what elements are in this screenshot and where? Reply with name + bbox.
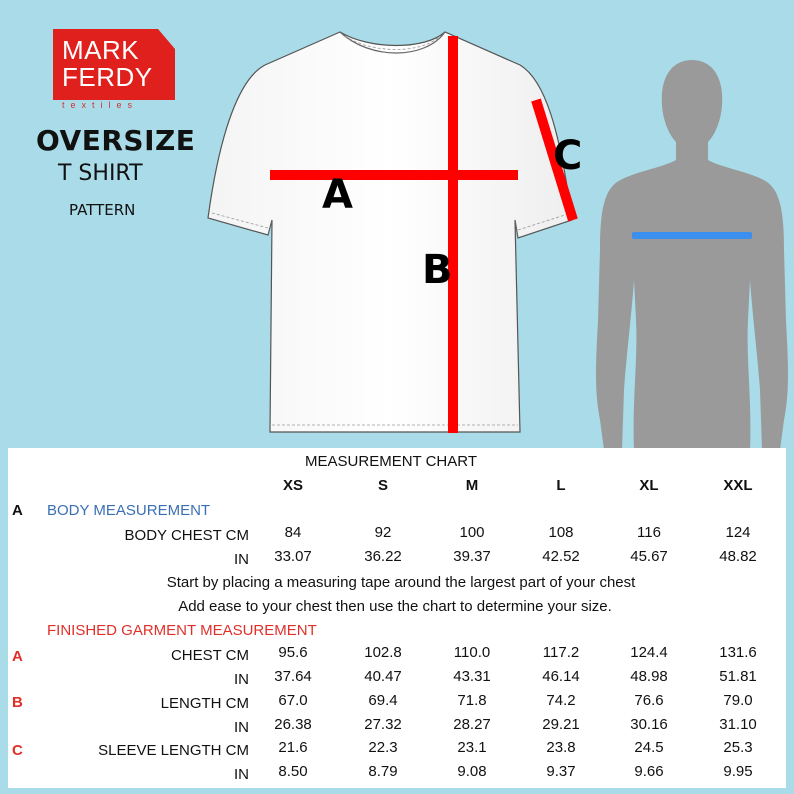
cell: 92 [374,524,392,541]
length-marker-b [448,36,458,433]
body-chest-label: BODY CHEST CM [124,527,249,544]
garment-sleeve-label: SLEEVE LENGTH CM [98,742,249,759]
cell: 21.6 [278,739,308,756]
garment-chest-label: CHEST CM [170,647,249,664]
cell: 31.10 [719,716,757,733]
cell: 48.98 [630,668,668,685]
cell: 33.07 [274,548,312,565]
cell: 9.66 [634,763,664,780]
cell: 9.95 [723,763,753,780]
body-heading: BODY MEASUREMENT [47,502,211,519]
cell: 9.08 [457,763,487,780]
size-header-s: S [377,477,389,494]
body-in-label: IN [234,551,249,568]
garment-chest-in-label: IN [234,671,249,688]
chart-title: MEASUREMENT CHART [305,453,477,470]
cell: 46.14 [542,668,580,685]
cell: 48.82 [719,548,757,565]
cell: 39.37 [453,548,491,565]
measurement-chart [8,448,786,788]
cell: 43.31 [453,668,491,685]
cell: 27.32 [364,716,402,733]
brand-subtitle: textiles [62,100,139,110]
cell: 24.5 [634,739,664,756]
label-c: C [553,133,583,179]
cell: 45.67 [630,548,668,565]
cell: 23.8 [546,739,576,756]
cell: 8.79 [368,763,398,780]
cell: 51.81 [719,668,757,685]
cell: 124.4 [630,644,668,661]
garment-letter-c: C [12,742,23,759]
size-header-xl: XL [639,477,659,494]
garment-heading: FINISHED GARMENT MEASUREMENT [47,622,317,639]
cell: 23.1 [457,739,487,756]
cell: 29.21 [542,716,580,733]
cell: 95.6 [278,644,308,661]
instruction-2: Add ease to your chest then use the chart to determine your size. [178,598,612,615]
cell: 131.6 [719,644,757,661]
garment-letter-b: B [12,694,23,711]
size-header-xs: XS [282,477,304,494]
cell: 110.0 [453,644,491,661]
cell: 100 [459,524,485,541]
cell: 37.64 [274,668,312,685]
brand-logo [62,37,153,91]
cell: 36.22 [364,548,402,565]
human-silhouette [592,60,792,450]
size-header-l: L [556,477,566,494]
brand-line2: FERDY [62,62,153,92]
garment-length-in-label: IN [234,719,249,736]
cell: 26.38 [274,716,312,733]
cell: 42.52 [542,548,580,565]
cell: 79.0 [723,692,753,709]
cell: 108 [548,524,574,541]
cell: 8.50 [278,763,308,780]
cell: 74.2 [546,692,576,709]
garment-sleeve-in-label: IN [234,766,249,783]
product-subtitle: T SHIRT [58,161,143,186]
brand-line1: MARK [62,35,140,65]
cell: 71.8 [457,692,487,709]
cell: 76.6 [634,692,664,709]
cell: 102.8 [364,644,402,661]
size-header-xxl: XXL [723,477,753,494]
cell: 116 [637,524,661,541]
chest-marker-a [270,170,518,180]
size-header-m: M [465,477,479,494]
cell: 22.3 [368,739,398,756]
cell: 67.0 [278,692,308,709]
product-type: PATTERN [69,201,136,219]
tshirt-illustration [200,20,600,440]
product-title: OVERSIZE [36,124,196,157]
cell: 30.16 [630,716,668,733]
cell: 9.37 [546,763,576,780]
instruction-1: Start by placing a measuring tape around the largest part of your chest [166,574,636,591]
body-letter: A [12,502,23,519]
cell: 69.4 [368,692,398,709]
cell: 84 [284,524,302,541]
cell: 124 [725,524,751,541]
cell: 25.3 [723,739,753,756]
garment-length-label: LENGTH CM [160,695,249,712]
cell: 28.27 [453,716,491,733]
cell: 117.2 [542,644,580,661]
label-b: B [422,247,453,293]
garment-letter-a: A [12,648,23,665]
label-a: A [322,172,353,218]
body-chest-marker [632,232,752,239]
cell: 40.47 [364,668,402,685]
